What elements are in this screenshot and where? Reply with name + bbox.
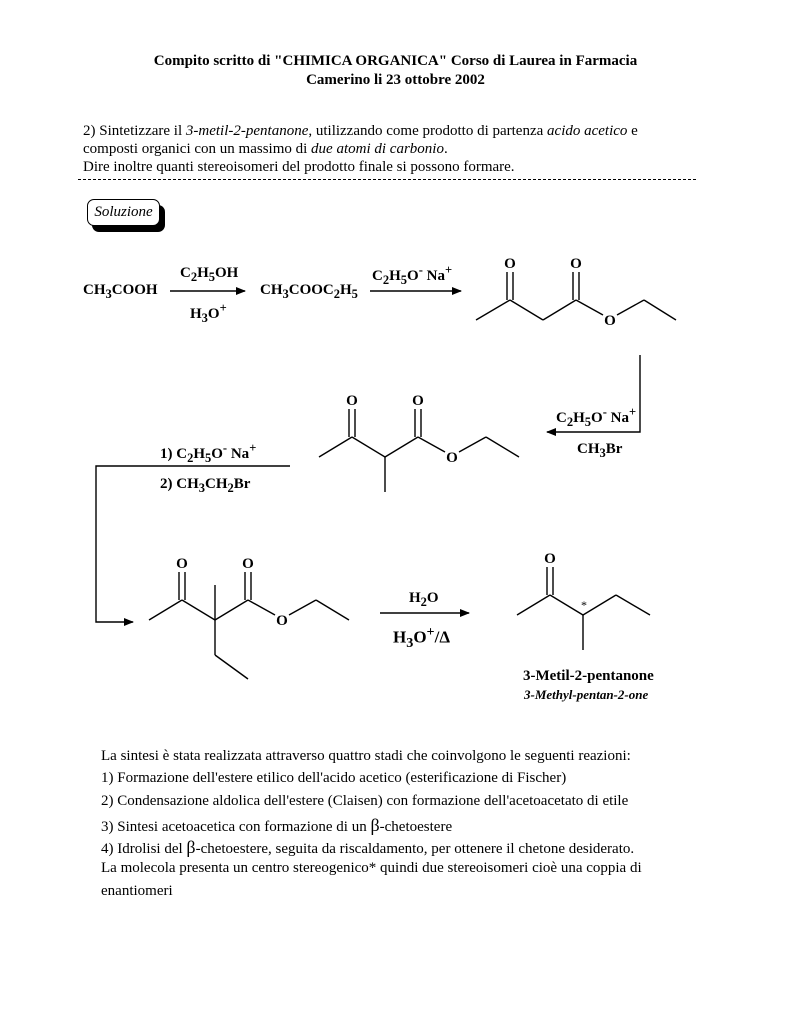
ethyl-acetate-label: $CH_3COOC_2H_5$	[260, 282, 358, 301]
document-title: Compito scritto di "CHIMICA ORGANICA" Corso di Laurea in Farmacia	[153, 53, 638, 69]
ester-oxygen: O	[446, 450, 458, 466]
carbonyl-oxygen: O	[544, 551, 556, 567]
product-name-italian: 3-Metil-2-pentanone	[523, 668, 654, 684]
target-compound: 3-metil-2-pentanone	[185, 123, 309, 139]
explanation-step-1: 1) Formazione dell'estere etilico dell'acido acetico (esterificazione di Fischer)	[101, 770, 567, 786]
carbonyl-oxygen: O	[176, 556, 188, 572]
methyl-bromide-reagent: $CH_3Br$	[577, 441, 623, 460]
explanation-stereo-end: enantiomeri	[101, 883, 173, 899]
ethyl-acetoacetate-structure	[476, 272, 676, 320]
alkylation-step-2: 2) $CH_3CH_2Br$	[160, 476, 251, 495]
carbonyl-oxygen: O	[504, 256, 516, 272]
alkylation-step-1: 1) $C_2H_5O^-$ Na+	[160, 441, 257, 465]
ester-oxygen: O	[276, 613, 288, 629]
ethoxide-reagent-2: $C_2H_5O^-$ Na+	[556, 405, 637, 429]
explanation-step-2: 2) Condensazione aldolica dell'estere (Claisen) con formazione dell'acetoacetato di etile	[101, 793, 629, 809]
stereocenter-mark: *	[581, 598, 587, 612]
starting-material: acido acetico	[547, 123, 628, 139]
acetic-acid-label: $CH_3COOH$	[83, 282, 158, 301]
ethoxide-reagent-1: $C_2H_5O^-$ Na+	[372, 263, 453, 287]
carbon-limit: due atomi di carbonio	[311, 141, 444, 157]
product-name-english: 3-Methyl-pentan-2-one	[524, 687, 649, 702]
reaction-arrow-4	[96, 466, 290, 622]
solution-label: Soluzione	[87, 199, 160, 226]
reaction-arrow-3	[547, 355, 640, 432]
methyl-acetoacetate-structure	[319, 409, 519, 492]
acid-catalyst: $H_3O^+$	[190, 301, 227, 325]
carbonyl-oxygen: O	[242, 556, 254, 572]
task-text: 2) Sintetizzare il	[83, 123, 186, 139]
explanation-intro: La sintesi è stata realizzata attraverso quattro stadi che coinvolgono le seguenti reazioni:	[101, 748, 631, 764]
carbonyl-oxygen: O	[346, 393, 358, 409]
ethanol-reagent: $C_2H_5OH$	[180, 265, 239, 284]
explanation-step-3: 3) Sintesi acetoacetica con formazione di un β-chetoestere	[101, 815, 453, 835]
ester-oxygen: O	[604, 313, 616, 329]
task-text: , utilizzando come prodotto di partenza	[308, 123, 548, 139]
carbonyl-oxygen: O	[412, 393, 424, 409]
task-text: composti organici con un massimo di	[83, 141, 312, 157]
carbonyl-oxygen: O	[570, 256, 582, 272]
ethyl-methyl-acetoacetate-structure	[149, 572, 349, 679]
document-date-line: Camerino li 23 ottobre 2002	[306, 72, 485, 88]
explanation-step-4: 4) Idrolisi del β-chetoestere, seguita da riscaldamento, per ottenere il chetone desiderato.	[101, 837, 635, 857]
task-text: .	[443, 141, 448, 157]
water-reagent: $H_2O$	[409, 590, 439, 609]
task-line-3: Dire inoltre quanti stereoisomeri del prodotto finale si possono formare.	[83, 159, 515, 175]
task-text: e	[627, 123, 638, 139]
explanation-stereo: La molecola presenta un centro stereogenico* quindi due stereoisomeri cioè una coppia di	[101, 860, 642, 876]
acid-heat-reagent: $H_3O^+/\Delta$	[393, 624, 451, 652]
